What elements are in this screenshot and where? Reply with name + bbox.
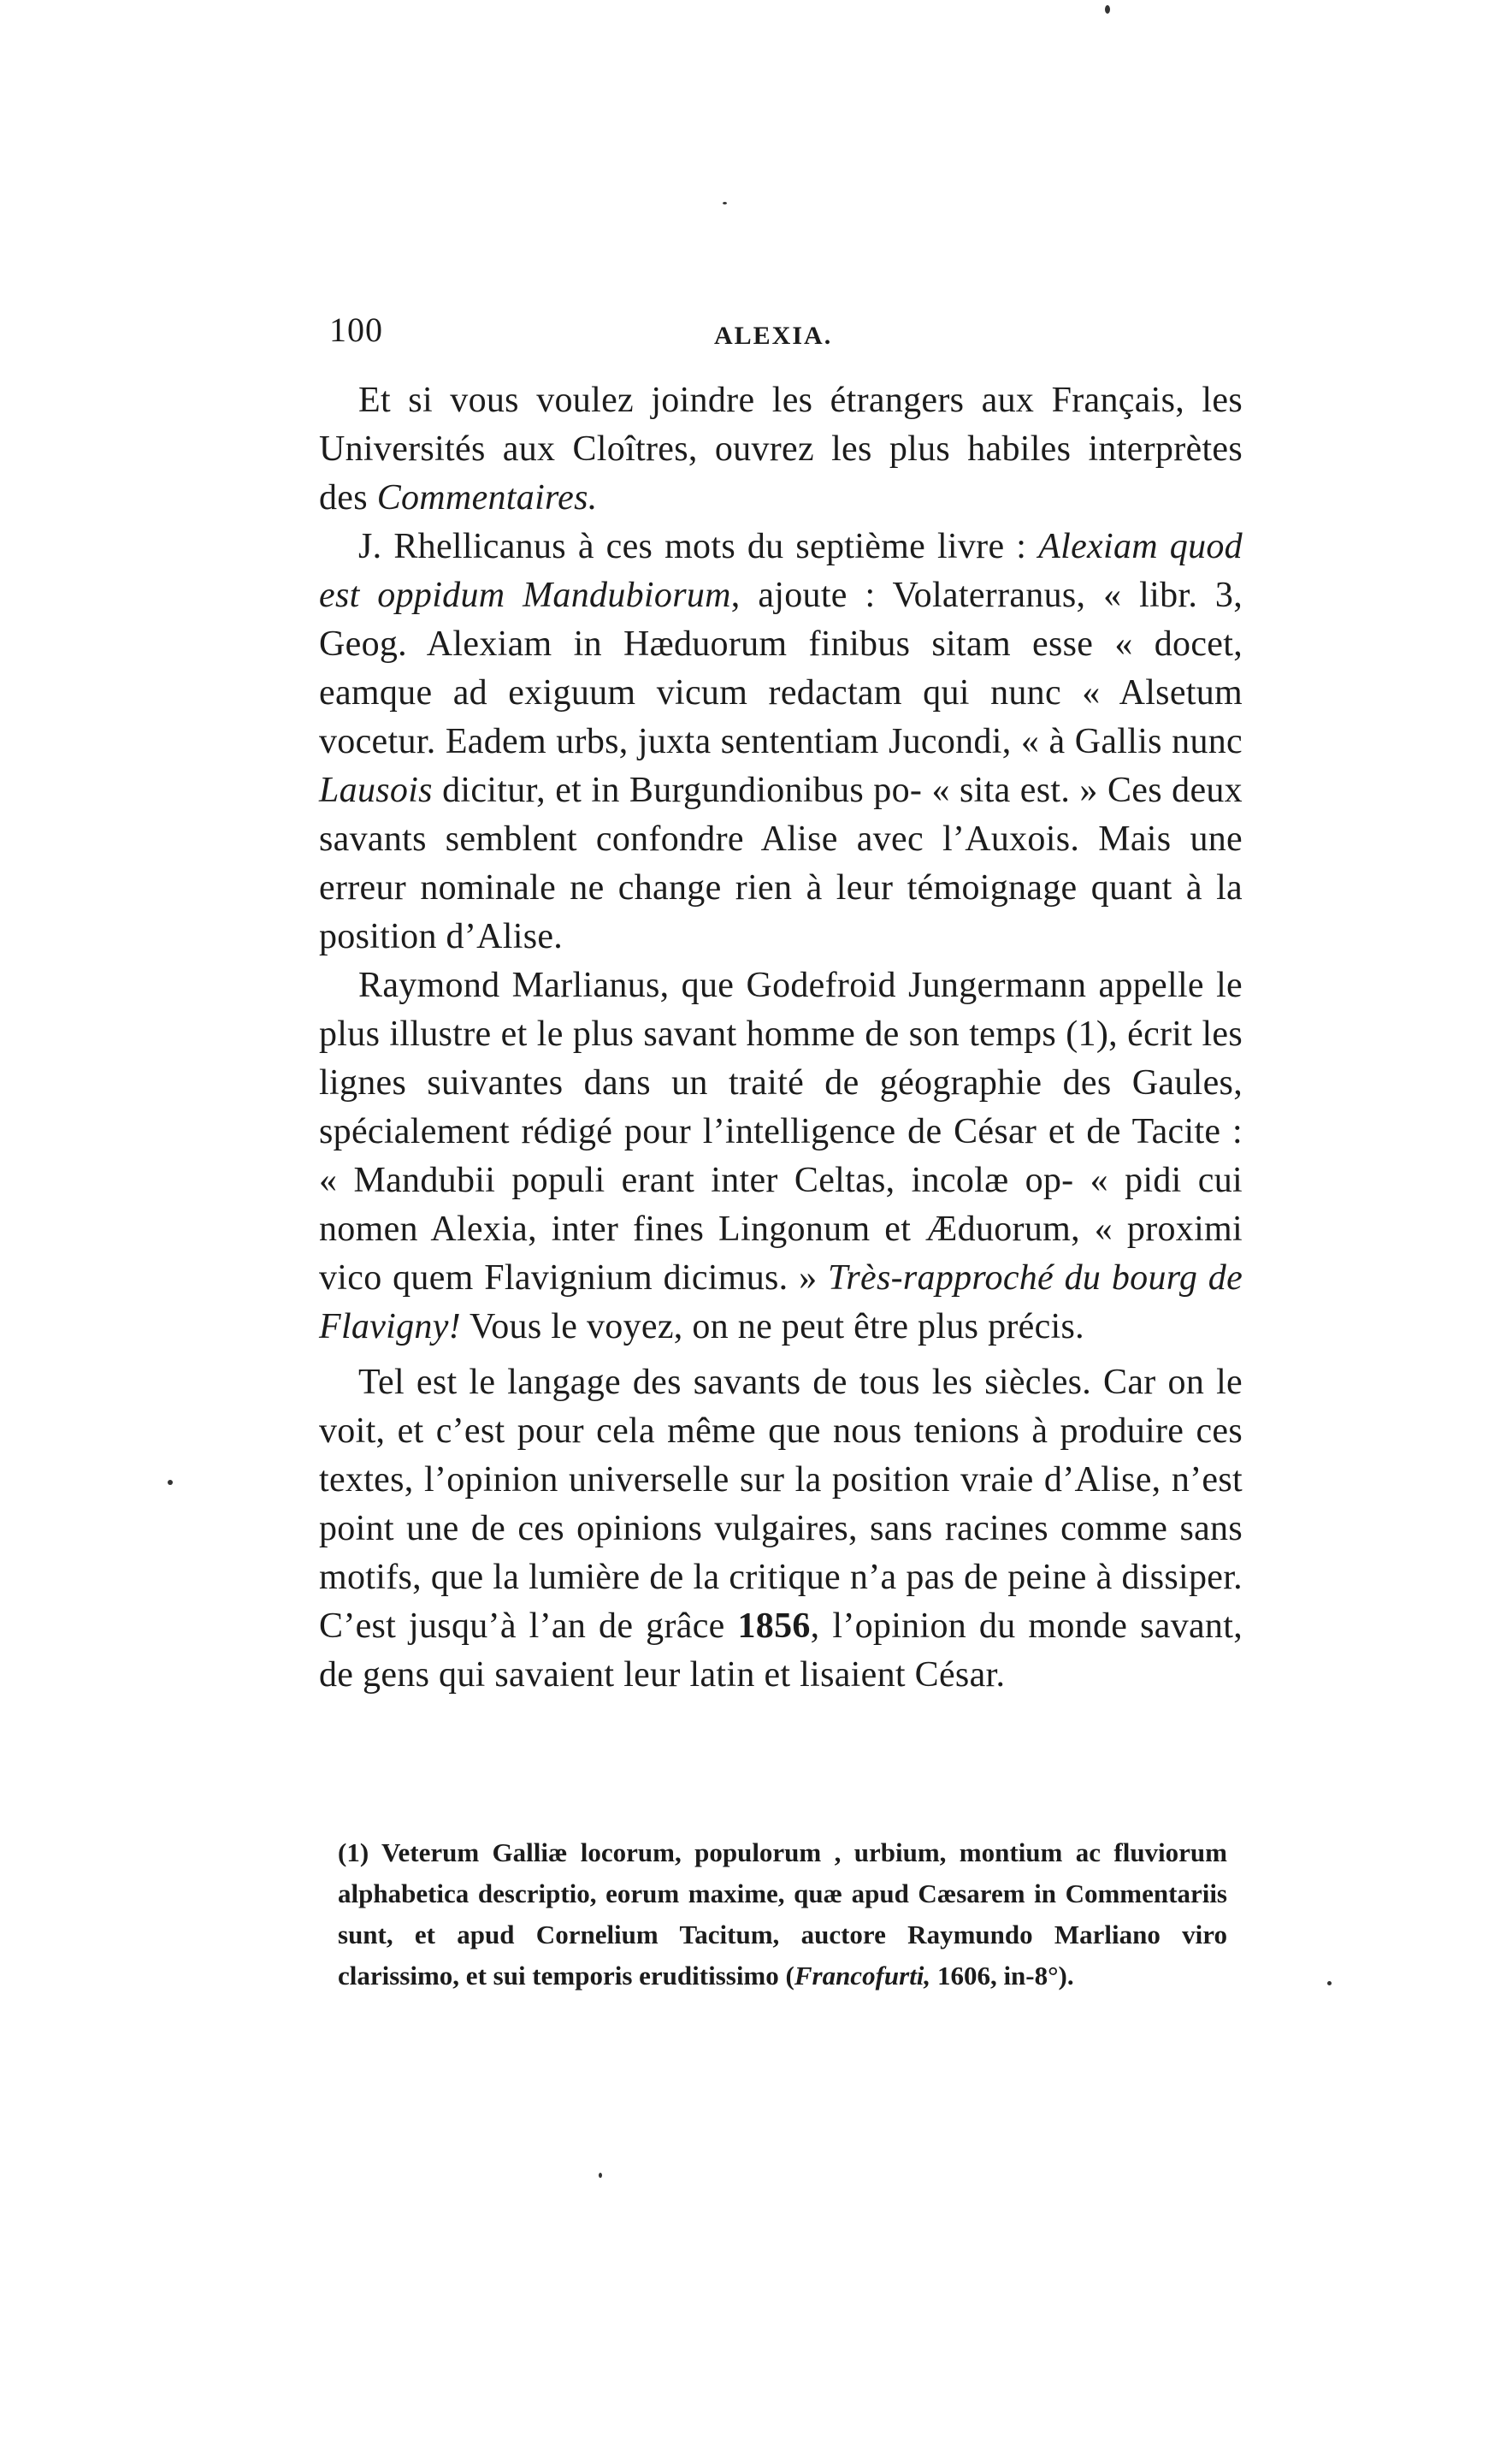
running-title: ALEXIA.: [714, 322, 833, 350]
running-head: [329, 310, 1253, 361]
paragraph-2-italic-2: Lausois: [319, 771, 433, 810]
paragraph-2-text-c: dicitur, et in Burgundionibus po- « sita est. » Ces deux savants semblent confondre Alise avec l’Auxois. Mais une erreur nominale ne change rien à leur témoignage quant à la position d’Alise.: [319, 771, 1243, 956]
print-speck: [1105, 5, 1110, 14]
print-speck: [168, 1480, 173, 1485]
paragraph-4-text-b: , l’opinion du monde savant, de gens qui savaient leur latin et lisaient César.: [319, 1606, 1243, 1695]
paragraph-2-text-a: J. Rhellicanus à ces mots du septième livre :: [358, 527, 1039, 566]
paragraph-2: [319, 523, 1243, 961]
print-speck: [599, 2173, 602, 2178]
body-text: [319, 376, 1243, 1700]
print-speck: [1327, 1981, 1332, 1985]
footnote: [338, 1832, 1227, 1997]
paragraph-1-italic: Commentaires.: [376, 478, 598, 518]
paragraph-3-text-b: Vous le voyez, on ne peut être plus précis.: [460, 1307, 1084, 1346]
footnote-italic: Francofurti,: [794, 1961, 931, 1991]
footnote-text-b: 1606, in-8°).: [930, 1961, 1074, 1991]
paragraph-3: [319, 961, 1243, 1352]
paragraph-3-text-a: Raymond Marlianus, que Godefroid Jungermann appelle le plus illustre et le plus savant homme de son temps (1), écrit les lignes suivantes dans un traité de géographie des Gaules, spécialement rédigé pour l’intelligence de César et de Tacite : « Mandubii populi erant inter Celtas, incolæ op- « pidi cui nomen Alexia, inter fines Lingonum et Æduorum, « proximi vico quem Flavignium dicimus. »: [319, 966, 1243, 1298]
paragraph-1-text: Et si vous voulez joindre les étrangers aux Français, les Universités aux Cloîtres, ouvrez les plus habiles interprètes des: [319, 381, 1243, 518]
footnote-text-a: (1) Veterum Galliæ locorum, populorum , urbium, montium ac fluviorum alphabetica descriptio, eorum maxime, quæ apud Cæsarem in Commentariis sunt, et apud Cornelium Tacitum, auctore Raymundo Marliano viro clarissimo, et sui temporis eruditissimo (: [338, 1837, 1227, 1991]
paragraph-3-italic: Très-rapproché du bourg de Flavigny!: [319, 1258, 1243, 1346]
print-speck: [723, 202, 727, 204]
paragraph-1: [319, 376, 1243, 523]
paragraph-2-text-b: , ajoute : Volaterranus, « libr. 3, Geog. Alexiam in Hæduorum finibus sitam esse « docet, eamque ad exiguum vicum redactam qui nunc « Alsetum vocetur. Eadem urbs, juxta sententiam Jucondi, « à Gallis nunc: [319, 576, 1243, 761]
paragraph-4-year: 1856: [737, 1606, 811, 1646]
page-number: 100: [329, 311, 383, 349]
paragraph-4-text-a: Tel est le langage des savants de tous les siècles. Car on le voit, et c’est pour cela même que nous tenions à produire ces textes, l’opinion universelle sur la position vraie d’Alise, n’est point une de ces opinions vulgaires, sans racines comme sans motifs, que la lumière de la critique n’a pas de peine à dissiper. C’est jusqu’à l’an de grâce: [319, 1363, 1243, 1646]
paragraph-4: [319, 1358, 1243, 1700]
paragraph-2-italic-1: Alexiam quod est oppidum Mandubiorum: [319, 527, 1243, 615]
